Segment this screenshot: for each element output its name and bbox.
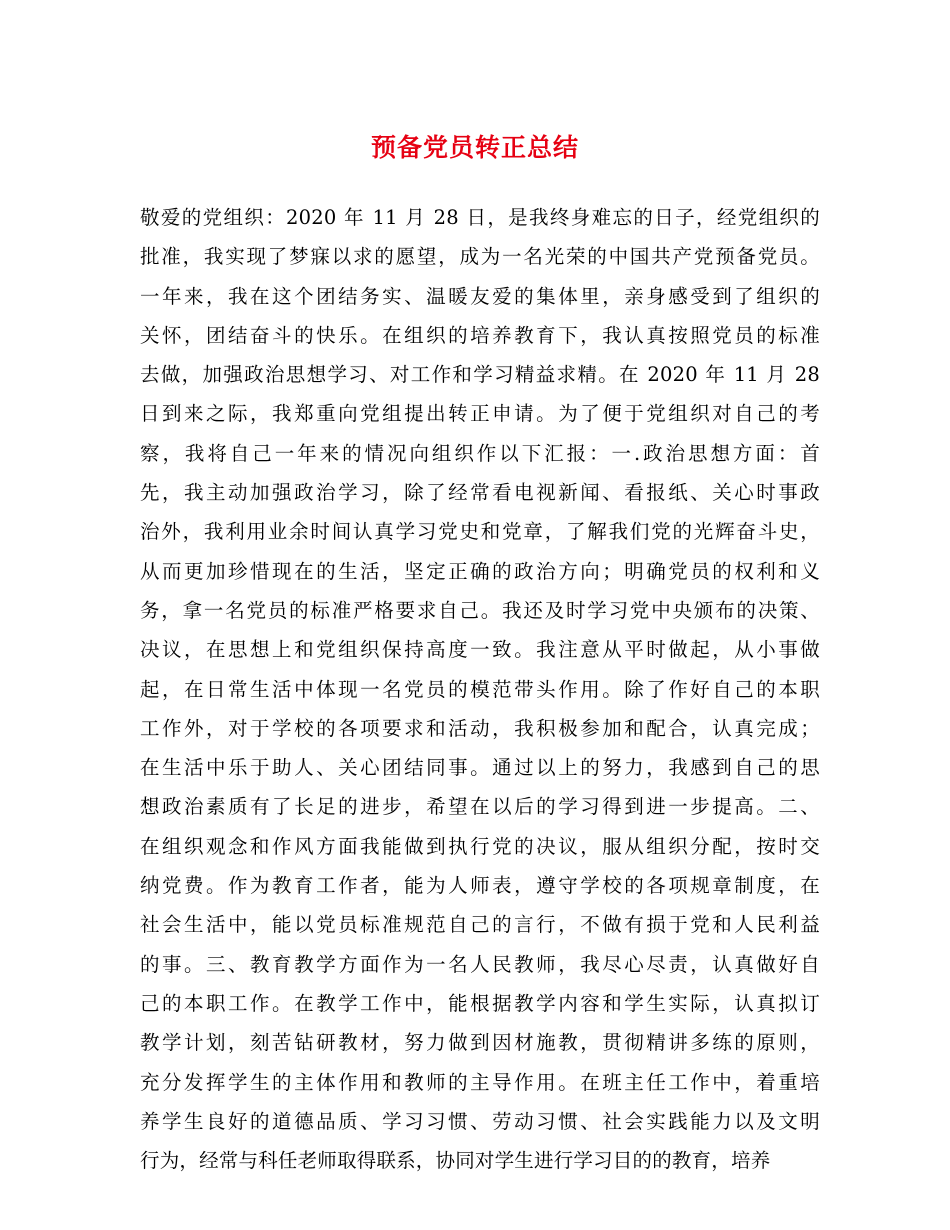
body-line: 务，拿一名党员的标准严格要求自己。我还及时学习党中央颁布的决策、 [140,598,820,622]
document-body [140,198,820,1180]
body-line: 社会生活中，能以党员标准规范自己的言行，不做有损于党和人民利益 [140,913,820,937]
body-line: 充分发挥学生的主体作用和教师的主导作用。在班主任工作中，着重培 [140,1070,820,1094]
body-line: 己的本职工作。在教学工作中，能根据教学内容和学生实际，认真拟订 [140,991,820,1015]
body-line: 先，我主动加强政治学习，除了经常看电视新闻、看报纸、关心时事政 [140,481,820,505]
body-line: 治外，我利用业余时间认真学习党史和党章，了解我们党的光辉奋斗史， [140,520,820,544]
body-line: 从而更加珍惜现在的生活，坚定正确的政治方向；明确党员的权利和义 [140,559,820,583]
body-line: 去做，加强政治思想学习、对工作和学习精益求精。在 2020 年 11 月 28 [140,363,820,387]
document-title: 预备党员转正总结 [370,133,579,162]
body-line: 纳党费。作为教育工作者，能为人师表，遵守学校的各项规章制度，在 [140,874,820,898]
body-line: 一年来，我在这个团结务实、温暖友爱的集体里，亲身感受到了组织的 [140,284,820,308]
body-line: 批准，我实现了梦寐以求的愿望，成为一名光荣的中国共产党预备党员。 [140,245,820,269]
body-line: 在生活中乐于助人、关心团结同事。通过以上的努力，我感到自己的思 [140,756,820,780]
body-line: 关怀，团结奋斗的快乐。在组织的培养教育下，我认真按照党员的标准 [140,323,820,347]
body-line: 想政治素质有了长足的进步，希望在以后的学习得到进一步提高。二、 [140,795,820,819]
body-line: 养学生良好的道德品质、学习习惯、劳动习惯、社会实践能力以及文明 [140,1109,820,1133]
body-line: 敬爱的党组织：2020 年 11 月 28 日，是我终身难忘的日子，经党组织的 [140,206,820,229]
body-line: 行为，经常与科任老师取得联系，协同对学生进行学习目的的教育，培养 [140,1149,771,1173]
body-line: 决议，在思想上和党组织保持高度一致。我注意从平时做起，从小事做 [140,638,820,662]
body-line: 的事。三、教育教学方面作为一名人民教师，我尽心尽责，认真做好自 [140,952,820,976]
body-line: 工作外，对于学校的各项要求和活动，我积极参加和配合，认真完成； [140,716,820,740]
body-line: 察，我将自己一年来的情况向组织作以下汇报：一.政治思想方面：首 [140,441,820,465]
body-line: 日到来之际，我郑重向党组提出转正申请。为了便于党组织对自己的考 [140,402,820,426]
body-line: 起，在日常生活中体现一名党员的模范带头作用。除了作好自己的本职 [140,677,820,701]
body-line: 在组织观念和作风方面我能做到执行党的决议，服从组织分配，按时交 [140,834,820,858]
body-line: 教学计划，刻苦钻研教材，努力做到因材施教，贯彻精讲多练的原则， [140,1031,820,1055]
